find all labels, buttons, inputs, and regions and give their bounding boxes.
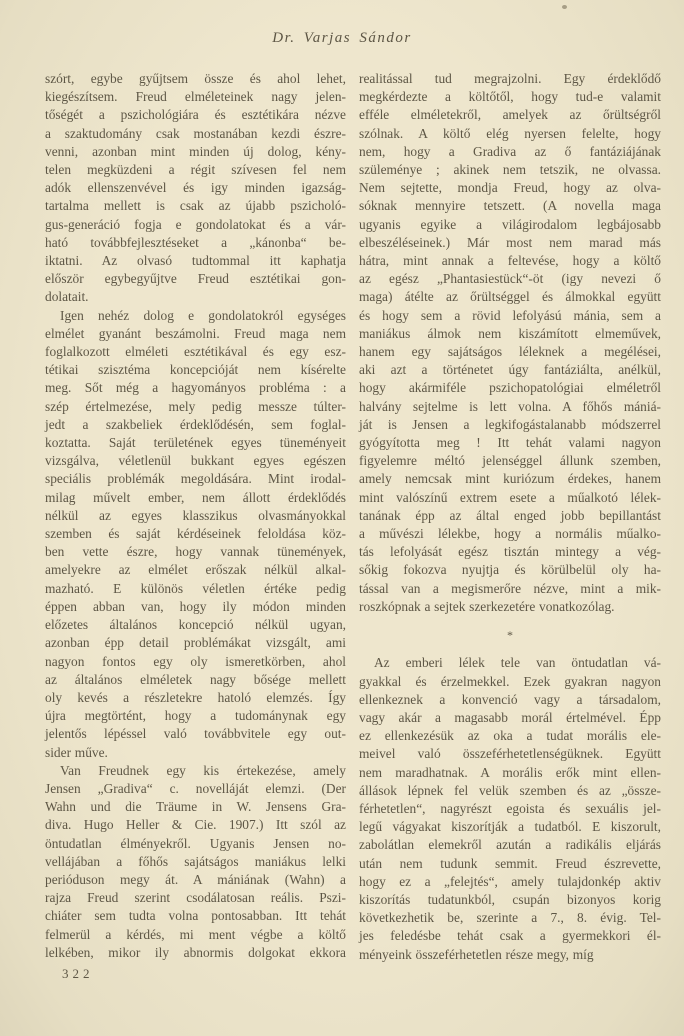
- text-line: hogy ez a „felejtés“, amely tulajdonkép aktiv: [359, 873, 661, 889]
- text-line: koztatta. Saját területének egyes tüneményeit: [45, 435, 346, 451]
- text-line: sóknak mennyire tetszett. (A novella maga: [359, 198, 661, 214]
- text-line: meivel való összeférhetetlenségüknek. Együtt: [359, 746, 661, 762]
- text-line: kiegészítsem. Freud elméleteinek nagy jelen-: [45, 89, 346, 105]
- text-line: előzetes általános koncepció nélkül ugyan,: [45, 617, 346, 633]
- text-line: tartalma mellett is csak az újabb pszicholó-: [45, 198, 346, 214]
- right-column: [359, 70, 661, 964]
- text-line: mint valószínű extrem esete a műalkotó lélek-: [359, 489, 661, 505]
- text-line: újra megtörtént, hogy a tudománynak egy: [45, 708, 346, 724]
- left-column: [45, 70, 346, 964]
- text-columns: [45, 70, 661, 964]
- text-line: efféle elméletekről, amelyek az őrültségről: [359, 107, 661, 123]
- text-line: figyelemre méltó jelenséggel állunk szemben,: [359, 453, 661, 469]
- text-line: adók ellenszenvével és igy minden igazság-: [45, 180, 346, 196]
- text-line: jelentős lépéssel való továbbvitele egy out-: [45, 726, 346, 742]
- text-line: iktatni. Az olvasó tudtommal itt kaphatja: [45, 253, 346, 269]
- text-line: Az emberi lélek tele van öntudatlan vá-: [374, 655, 661, 671]
- text-line: zabolátlan elemekről azután a radikális eljárás: [359, 837, 661, 853]
- text-line: hátra, mint annak a feltevése, hogy a költő: [359, 253, 661, 269]
- text-line: Van Freudnek egy kis értekezése, amely: [60, 762, 346, 778]
- text-line: Igen nehéz dolog e gondolatokról egységes: [60, 307, 346, 323]
- text-line: gyógyította meg ! Itt tehát valami nagyon: [359, 435, 661, 451]
- text-line: először egybegyűjtve Freud esztétikai gon-: [45, 271, 346, 287]
- text-line: mazható. E különös véletlen értéke pedig: [45, 580, 346, 596]
- text-line: nélkül az egyes klasszikus olvasmányokkal: [45, 507, 346, 523]
- text-line: dolatait.: [45, 289, 89, 305]
- text-line: ellenkeznek a konvenció vagy a társadalom,: [359, 691, 661, 707]
- text-line: következhetik be, szerinte a 7., 8. évig. Tel-: [359, 910, 661, 926]
- text-line: szép értelmezése, mely pedig messze túlter-: [45, 398, 346, 414]
- text-line: azonban épp detail problémákat vizsgált, ami: [45, 635, 346, 651]
- page-header-author: Dr. Varjas Sándor: [272, 30, 412, 46]
- text-line: szüleménye ; akinek nem tetszik, ne olvassa.: [359, 162, 661, 178]
- text-line: nem, hogy a Gradiva az ő fantáziájának: [359, 143, 661, 159]
- text-line: chiáter sem tudta volna pontosabban. Itt tehát: [45, 908, 346, 924]
- text-line: tással van a megismerőre nézve, mint a mik-: [359, 580, 661, 596]
- text-line: és hogy sem a rövid lefolyású mánia, sem a: [359, 307, 661, 323]
- text-line: lelkében, mikor ily abnormis dolgokat ekkora: [45, 944, 346, 960]
- text-line: az általános elméletek nagy bősége mellett: [45, 671, 346, 687]
- text-line: roszkópnak a sejtek szerkezetére vonatkozólag.: [359, 598, 615, 614]
- text-line: felmerül a kérdés, mi ment végbe a költő: [45, 926, 346, 942]
- text-line: Nem sejtette, mondja Freud, hogy az olva-: [359, 180, 661, 196]
- text-line: ményeink összeférhetetlen része megy, míg: [359, 946, 594, 962]
- text-line: maniákus álmok nem kiszámított elmeművek,: [359, 325, 661, 341]
- text-line: ható továbbfejlesztéseket a „kánonba“ be-: [45, 234, 346, 250]
- text-line: a művészi lélekbe, hogy a normális műalko-: [359, 526, 661, 542]
- text-line: kiszorítás tudatunkból, csupán bizonyos korig: [359, 891, 661, 907]
- text-line: perióduson megy át. A mániának (Wahn) a: [45, 871, 346, 887]
- text-line: amely nemcsak mint kuriózum érdekes, hanem: [359, 471, 661, 487]
- text-line: tanának épp az által enged jobb bepillantást: [359, 507, 661, 523]
- text-line: vizsgálva, véletlenül bukkant egyes egészen: [45, 453, 346, 469]
- text-line: oly kevés a részletekre hatoló elemzés. Így: [45, 689, 346, 705]
- text-line: ugyanis egyike a világirodalom legbájosabb: [359, 216, 661, 232]
- text-line: diva. Hugo Heller & Cie. 1907.) Itt szól az: [45, 817, 346, 833]
- text-line: nagyon fontos egy oly ismeretkörben, ahol: [45, 653, 346, 669]
- text-line: sider műve.: [45, 744, 108, 760]
- text-line: halvány sejtelme is lett volna. A főhős mániá-: [359, 398, 661, 414]
- text-line: a szaktudomány csak mostanában kezdi észre-: [45, 125, 346, 141]
- text-line: az egész „Phantasiestück“-öt (igy nevezi ő: [359, 271, 661, 287]
- text-line: tás lefolyását egész tisztán mintegy a vég-: [359, 544, 661, 560]
- text-line: rajza Freud szerint csodálatosan reális. Pszi-: [45, 890, 346, 906]
- text-line: gus-generáció fogja e gondolatokat és a vár-: [45, 216, 346, 232]
- text-line: állások lépnek fel velük szemben és az „össze-: [359, 782, 661, 798]
- text-line: sőkig fokozva nyujtja és körülbelül oly ha-: [359, 562, 661, 578]
- text-line: gyakkal és érzelmekkel. Ezek gyakran nagyon: [359, 673, 661, 689]
- text-line: venni, azonban mint minden új dolog, kény-: [45, 143, 346, 159]
- text-line: megkérdezte a költőtől, hogy tud-e valamit: [359, 89, 661, 105]
- text-line: milag művelt ember, nem állott érdeklődés: [45, 489, 346, 505]
- text-line: maga) átélte az őrültséggel és álmokkal együtt: [359, 289, 661, 305]
- text-line: elbeszéléseinek.) Már most nem marad más: [359, 234, 661, 250]
- text-line: speciális problémák megoldására. Mint irodal-: [45, 471, 346, 487]
- text-line: vellájában a főhős sajátságos maniákus lelki: [45, 853, 346, 869]
- text-line: hogy akármiféle pszichopatológiai elméletről: [359, 380, 661, 396]
- text-line: után nem tudunk semmit. Freud észrevette,: [359, 855, 661, 871]
- text-line: Wahn und die Träume in W. Jensens Gra-: [45, 799, 346, 815]
- text-line: tőségét a pszichológiára és esztétikára nézve: [45, 107, 346, 123]
- text-line: hanem egy sajátságos léleknek a megélései,: [359, 344, 661, 360]
- text-line: ez ellenkezésük az oka a tudat morális ele-: [359, 728, 661, 744]
- text-line: telen megküzdeni a régit szívesen fel nem: [45, 162, 346, 178]
- text-line: aki azt a történetet úgy fantáziálta, anélkül,: [359, 362, 661, 378]
- text-line: éppen abban van, hogy ily módon minden: [45, 598, 346, 614]
- text-line: öntudatlan élményekről. Ugyanis Jensen no-: [45, 835, 346, 851]
- text-line: ját is Jensen a legkifogástalanabb módszerrel: [359, 416, 661, 432]
- text-line: szólnak. A költő elég nyersen felelte, hogy: [359, 125, 661, 141]
- text-line: vagy akár a magasabb morál értelmével. Épp: [359, 709, 661, 725]
- text-line: jedt a szakbeliek érdeklődésén, sem foglal-: [45, 416, 346, 432]
- text-line: férhetetlen“, nagyrészt egoista és sexuális jel-: [359, 800, 661, 816]
- text-line: meg. Sőt még a hagyományos probléma : a: [45, 380, 346, 396]
- page-number: 322: [62, 966, 94, 981]
- text-line: realitással tud megrajzolni. Egy érdeklődő: [359, 71, 661, 86]
- text-line: legű vágyakat kiszorítják a tudatból. E kiszorult,: [359, 819, 661, 835]
- text-line: Jensen „Gradiva“ c. novelláját elemzi. (Der: [45, 780, 346, 796]
- section-separator: *: [507, 628, 513, 643]
- text-line: amelyekre az elmélet erőszak nélkül alkal-: [45, 562, 346, 578]
- text-line: foglalkozott elméleti esztétikával és egy esz-: [45, 344, 346, 360]
- text-line: szemben és saját kérdéseinek feloldása köz-: [45, 526, 346, 542]
- text-line: elmélet gyanánt beszámolni. Freud maga nem: [45, 325, 346, 341]
- text-line: jes feledésbe tehát csak a gyermekkori él-: [359, 928, 661, 944]
- text-line: nem maradhatnak. A morális erők mint ellen-: [359, 764, 661, 780]
- text-line: tétikai szisztéma koncepcióját nem kísérelte: [45, 362, 346, 378]
- text-line: szórt, egybe gyűjtsem össze és ahol lehet,: [45, 71, 346, 86]
- text-line: ben vette észre, hogy vannak tünemények,: [45, 544, 346, 560]
